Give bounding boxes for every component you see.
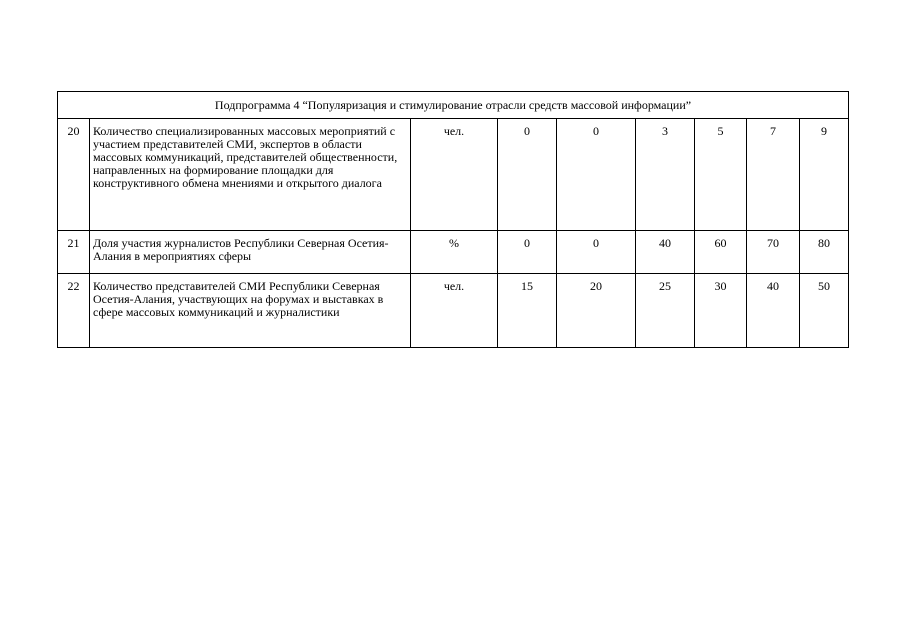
subprogram-header-row xyxy=(58,92,849,119)
indicator-name: Количество представителей СМИ Республики Северная Осетия-Алания, участвующих на форумах и выставках в сфере массовых коммуникаций и журналистики xyxy=(90,274,411,348)
unit-cell: чел. xyxy=(411,119,498,231)
value-cell: 3 xyxy=(636,119,695,231)
value-cell: 60 xyxy=(695,231,747,274)
value-cell: 20 xyxy=(557,274,636,348)
table-row xyxy=(58,231,849,274)
value-cell: 80 xyxy=(800,231,849,274)
table-row xyxy=(58,274,849,348)
table-row xyxy=(58,119,849,231)
value-cell: 15 xyxy=(498,274,557,348)
unit-cell: % xyxy=(411,231,498,274)
row-number: 22 xyxy=(58,274,90,348)
indicator-name: Количество специализированных массовых мероприятий с участием представителей СМИ, экспертов в области массовых коммуникаций, представителей общественности, направленных на формирование площадки для конструктивного обмена мнениями и открытого диалога xyxy=(90,119,411,231)
value-cell: 5 xyxy=(695,119,747,231)
unit-cell: чел. xyxy=(411,274,498,348)
value-cell: 7 xyxy=(747,119,800,231)
row-number: 20 xyxy=(58,119,90,231)
value-cell: 50 xyxy=(800,274,849,348)
subprogram-title: Подпрограмма 4 “Популяризация и стимулирование отрасли средств массовой информации” xyxy=(58,92,849,119)
value-cell: 40 xyxy=(747,274,800,348)
value-cell: 0 xyxy=(557,231,636,274)
value-cell: 0 xyxy=(557,119,636,231)
value-cell: 0 xyxy=(498,119,557,231)
indicators-table xyxy=(57,91,849,348)
value-cell: 30 xyxy=(695,274,747,348)
indicator-name: Доля участия журналистов Республики Северная Осетия-Алания в мероприятиях сферы xyxy=(90,231,411,274)
value-cell: 9 xyxy=(800,119,849,231)
value-cell: 70 xyxy=(747,231,800,274)
row-number: 21 xyxy=(58,231,90,274)
value-cell: 25 xyxy=(636,274,695,348)
value-cell: 0 xyxy=(498,231,557,274)
value-cell: 40 xyxy=(636,231,695,274)
